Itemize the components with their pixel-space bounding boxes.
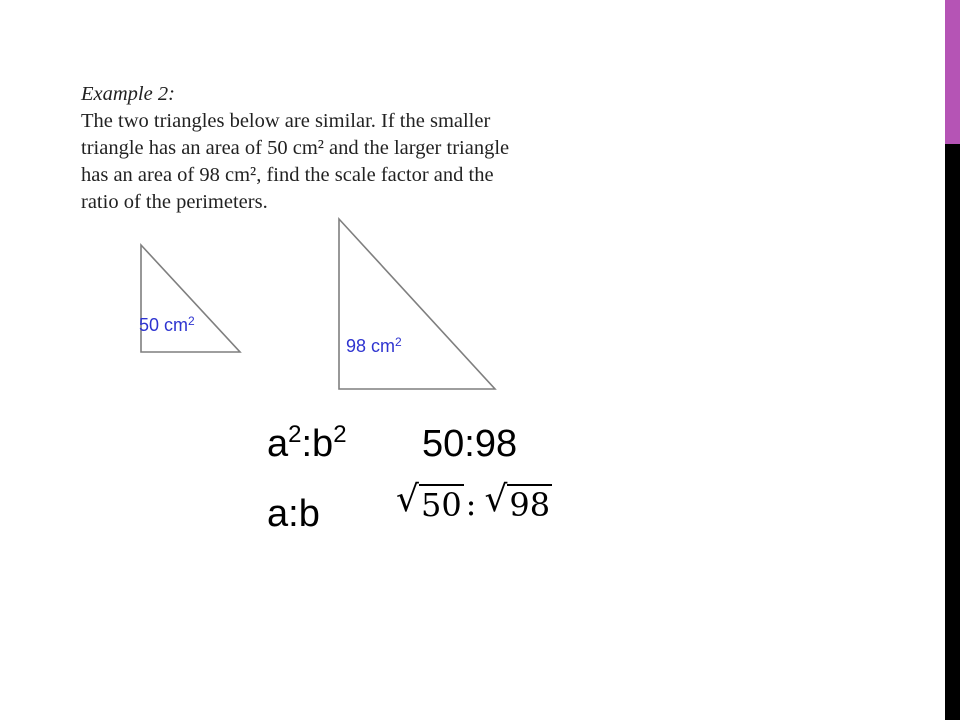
side-ratio-expression: a:b [267,493,320,535]
small-area-value: 50 cm [139,315,189,335]
example-heading: Example 2: [81,83,175,105]
sqrt-50 [396,478,464,524]
radicand-50: 50 [420,486,462,524]
small-triangle [141,245,240,352]
ratio-colon: : [465,485,477,523]
small-area-exponent: 2 [188,314,195,328]
example-text: The two triangles below are similar. If the smaller triangle has an area of 50 cm² and the larger triangle has an area of 98 cm², find the scale factor and the ratio of the perimeters. [81,110,510,213]
sqrt-98 [484,478,552,524]
large-triangle [339,219,495,389]
radicand-98: 98 [509,486,551,524]
var-a: a [267,423,289,465]
large-triangle-area-label [346,336,402,356]
large-area-exponent: 2 [395,335,402,349]
colon-b: :b [301,423,334,465]
square-root-ratio [396,478,552,528]
exponent-a: 2 [288,421,302,448]
small-triangle-area-label [139,315,195,335]
large-area-value: 98 cm [346,336,396,356]
exponent-b: 2 [333,421,347,448]
area-ratio-value: 50:98 [422,423,518,465]
squared-ratio-expression [267,422,347,466]
radical-sign-right: √ [484,479,508,520]
radical-sign-left: √ [396,479,419,520]
